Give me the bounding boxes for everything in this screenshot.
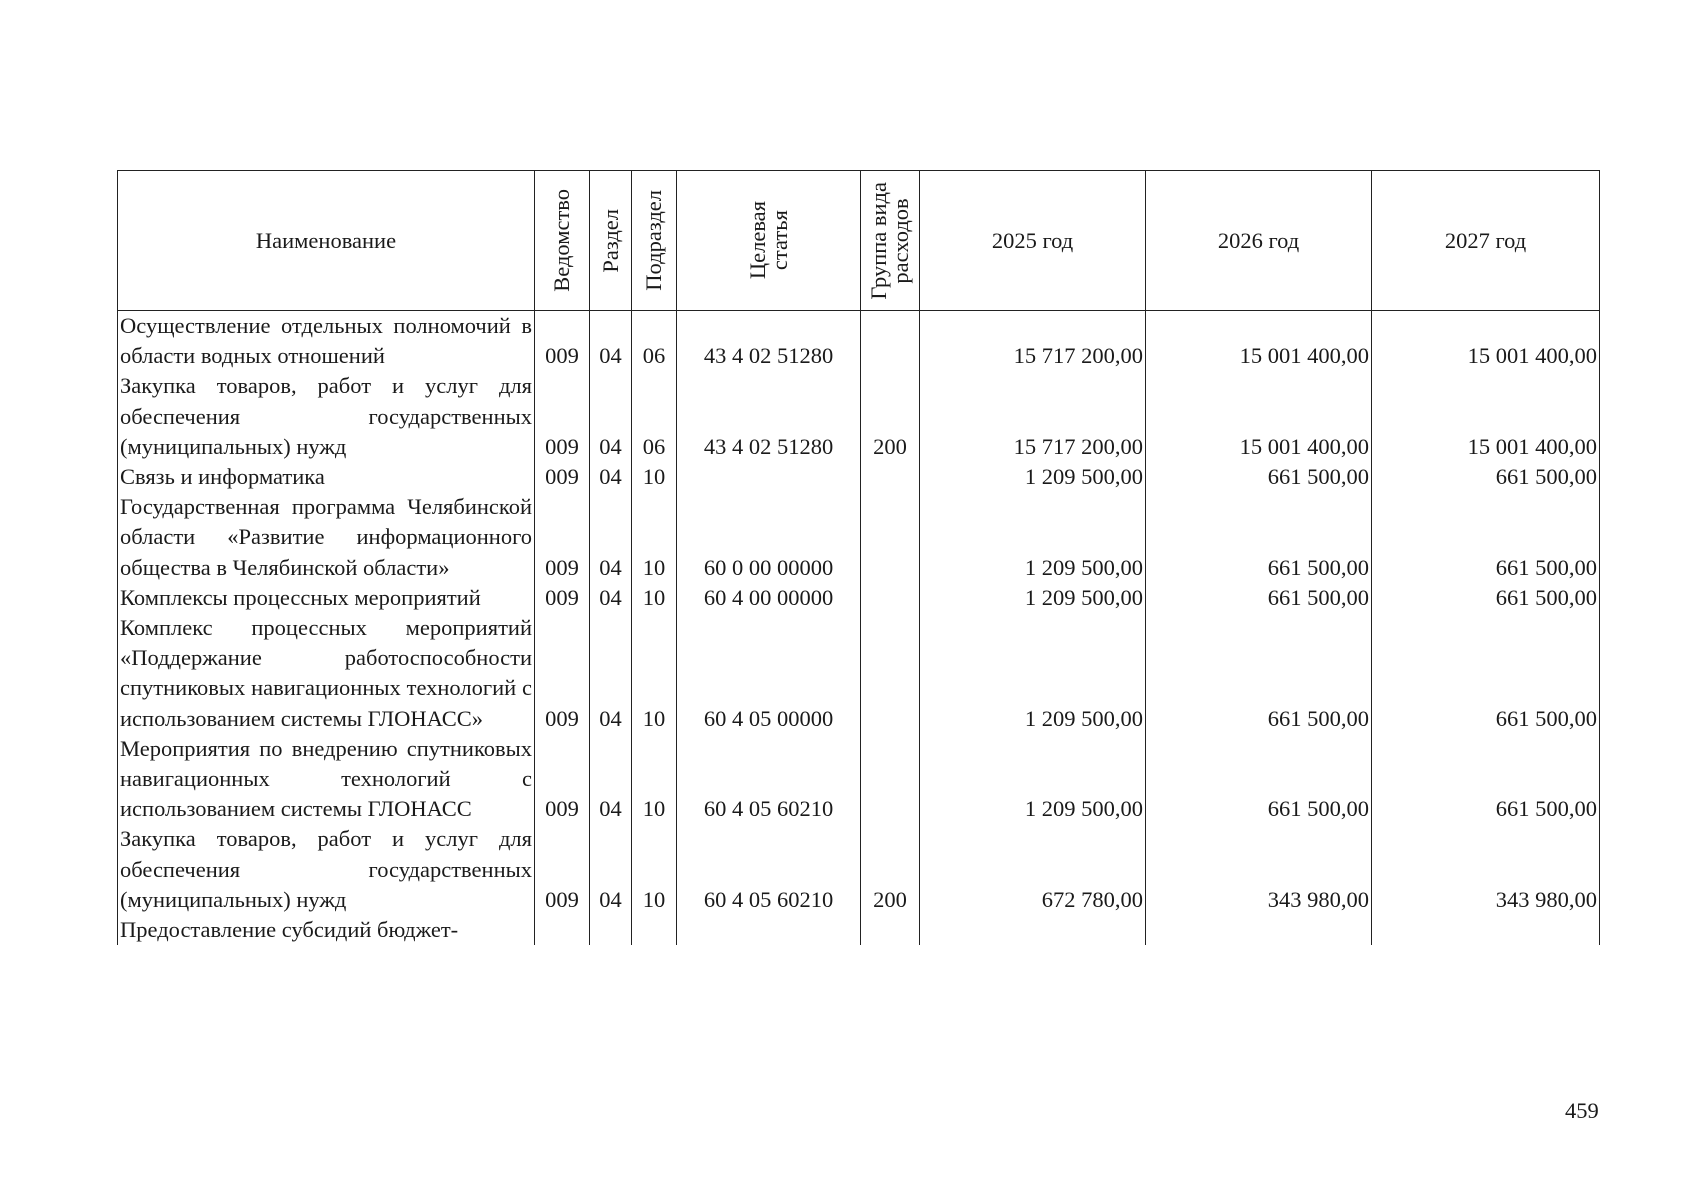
table-row bbox=[118, 613, 1600, 734]
row-expense-group bbox=[861, 734, 920, 825]
row-expense-group bbox=[861, 915, 920, 945]
row-target-article: 60 0 00 00000 bbox=[677, 492, 861, 583]
row-amount-2025: 1 209 500,00 bbox=[920, 613, 1146, 734]
header-department bbox=[535, 171, 590, 311]
header-year-2026: 2026 год bbox=[1146, 171, 1372, 311]
row-section: 04 bbox=[590, 492, 632, 583]
row-subsection bbox=[632, 915, 677, 945]
row-target-article: 60 4 00 00000 bbox=[677, 583, 861, 613]
row-department bbox=[535, 915, 590, 945]
row-target-article bbox=[677, 462, 861, 492]
row-name: Комплексы процессных мероприятий bbox=[118, 583, 535, 613]
row-expense-group: 200 bbox=[861, 371, 920, 462]
row-amount-2025 bbox=[920, 915, 1146, 945]
row-amount-2027: 661 500,00 bbox=[1372, 613, 1600, 734]
row-amount-2027: 661 500,00 bbox=[1372, 583, 1600, 613]
row-amount-2026: 661 500,00 bbox=[1146, 462, 1372, 492]
table-row bbox=[118, 492, 1600, 583]
row-expense-group bbox=[861, 462, 920, 492]
row-name: Предоставление субсидий бюджет- bbox=[118, 915, 535, 945]
header-expense-group bbox=[861, 171, 920, 311]
row-amount-2026: 661 500,00 bbox=[1146, 492, 1372, 583]
row-department: 009 bbox=[535, 311, 590, 372]
table-header-row bbox=[118, 171, 1600, 311]
row-department: 009 bbox=[535, 613, 590, 734]
row-amount-2026: 343 980,00 bbox=[1146, 824, 1372, 915]
row-section: 04 bbox=[590, 462, 632, 492]
row-subsection: 10 bbox=[632, 583, 677, 613]
header-year-2025: 2025 год bbox=[920, 171, 1146, 311]
row-name: Мероприятия по внедрению спутниковых навигационных технологий с использованием системы ГЛОНАСС bbox=[118, 734, 535, 825]
row-target-article: 43 4 02 51280 bbox=[677, 311, 861, 372]
table-row-continued bbox=[118, 915, 1600, 945]
row-amount-2025: 15 717 200,00 bbox=[920, 371, 1146, 462]
row-amount-2027: 661 500,00 bbox=[1372, 462, 1600, 492]
row-expense-group bbox=[861, 492, 920, 583]
row-subsection: 06 bbox=[632, 371, 677, 462]
row-target-article: 43 4 02 51280 bbox=[677, 371, 861, 462]
row-department: 009 bbox=[535, 824, 590, 915]
row-name: Закупка товаров, работ и услуг для обеспечения государственных (муниципальных) нужд bbox=[118, 371, 535, 462]
row-amount-2025: 1 209 500,00 bbox=[920, 462, 1146, 492]
header-expense-group-label: Группа вида расходов bbox=[866, 181, 913, 300]
row-amount-2025: 1 209 500,00 bbox=[920, 734, 1146, 825]
row-department: 009 bbox=[535, 583, 590, 613]
header-department-label: Ведомство bbox=[549, 189, 574, 292]
row-amount-2027: 15 001 400,00 bbox=[1372, 371, 1600, 462]
row-amount-2025: 672 780,00 bbox=[920, 824, 1146, 915]
row-subsection: 10 bbox=[632, 613, 677, 734]
row-section: 04 bbox=[590, 371, 632, 462]
header-section-label: Раздел bbox=[597, 208, 623, 273]
row-amount-2025: 1 209 500,00 bbox=[920, 492, 1146, 583]
row-expense-group bbox=[861, 583, 920, 613]
row-subsection: 10 bbox=[632, 824, 677, 915]
row-target-article: 60 4 05 00000 bbox=[677, 613, 861, 734]
row-amount-2026: 661 500,00 bbox=[1146, 613, 1372, 734]
row-amount-2027 bbox=[1372, 915, 1600, 945]
row-amount-2025: 15 717 200,00 bbox=[920, 311, 1146, 372]
row-name: Осуществление отдельных полномочий в области водных отношений bbox=[118, 311, 535, 372]
row-amount-2026: 661 500,00 bbox=[1146, 583, 1372, 613]
row-subsection: 06 bbox=[632, 311, 677, 372]
row-department: 009 bbox=[535, 462, 590, 492]
row-section: 04 bbox=[590, 824, 632, 915]
row-expense-group bbox=[861, 311, 920, 372]
row-department: 009 bbox=[535, 492, 590, 583]
header-subsection bbox=[632, 171, 677, 311]
row-expense-group bbox=[861, 613, 920, 734]
row-name: Закупка товаров, работ и услуг для обеспечения государственных (муниципальных) нужд bbox=[118, 824, 535, 915]
row-amount-2026 bbox=[1146, 915, 1372, 945]
row-amount-2027: 343 980,00 bbox=[1372, 824, 1600, 915]
row-subsection: 10 bbox=[632, 462, 677, 492]
table-row bbox=[118, 734, 1600, 825]
header-year-2027: 2027 год bbox=[1372, 171, 1600, 311]
header-section bbox=[590, 171, 632, 311]
header-name: Наименование bbox=[118, 171, 535, 311]
row-target-article: 60 4 05 60210 bbox=[677, 734, 861, 825]
row-name: Связь и информатика bbox=[118, 462, 535, 492]
row-amount-2026: 661 500,00 bbox=[1146, 734, 1372, 825]
row-subsection: 10 bbox=[632, 734, 677, 825]
row-amount-2026: 15 001 400,00 bbox=[1146, 371, 1372, 462]
header-target-article bbox=[677, 171, 861, 311]
row-section: 04 bbox=[590, 311, 632, 372]
row-subsection: 10 bbox=[632, 492, 677, 583]
row-name: Государственная программа Челябинской области «Развитие информационного общества в Челябинской области» bbox=[118, 492, 535, 583]
row-amount-2025: 1 209 500,00 bbox=[920, 583, 1146, 613]
row-expense-group: 200 bbox=[861, 824, 920, 915]
budget-table bbox=[117, 170, 1600, 945]
row-amount-2027: 15 001 400,00 bbox=[1372, 311, 1600, 372]
row-target-article bbox=[677, 915, 861, 945]
row-amount-2027: 661 500,00 bbox=[1372, 734, 1600, 825]
table-row bbox=[118, 311, 1600, 372]
row-amount-2027: 661 500,00 bbox=[1372, 492, 1600, 583]
row-department: 009 bbox=[535, 371, 590, 462]
row-section: 04 bbox=[590, 583, 632, 613]
row-amount-2026: 15 001 400,00 bbox=[1146, 311, 1372, 372]
page-number: 459 bbox=[1565, 1098, 1599, 1123]
header-subsection-label: Подраздел bbox=[641, 190, 666, 291]
row-section: 04 bbox=[590, 613, 632, 734]
row-target-article: 60 4 05 60210 bbox=[677, 824, 861, 915]
header-target-article-label: Целевая статья bbox=[744, 201, 792, 280]
table-row bbox=[118, 371, 1600, 462]
row-section: 04 bbox=[590, 734, 632, 825]
row-department: 009 bbox=[535, 734, 590, 825]
row-name: Комплекс процессных мероприятий «Поддержание работоспособности спутниковых навигационных технологий с использованием системы ГЛОНАСС» bbox=[118, 613, 535, 734]
table-row bbox=[118, 462, 1600, 492]
row-section bbox=[590, 915, 632, 945]
table-row bbox=[118, 583, 1600, 613]
table-row bbox=[118, 824, 1600, 915]
